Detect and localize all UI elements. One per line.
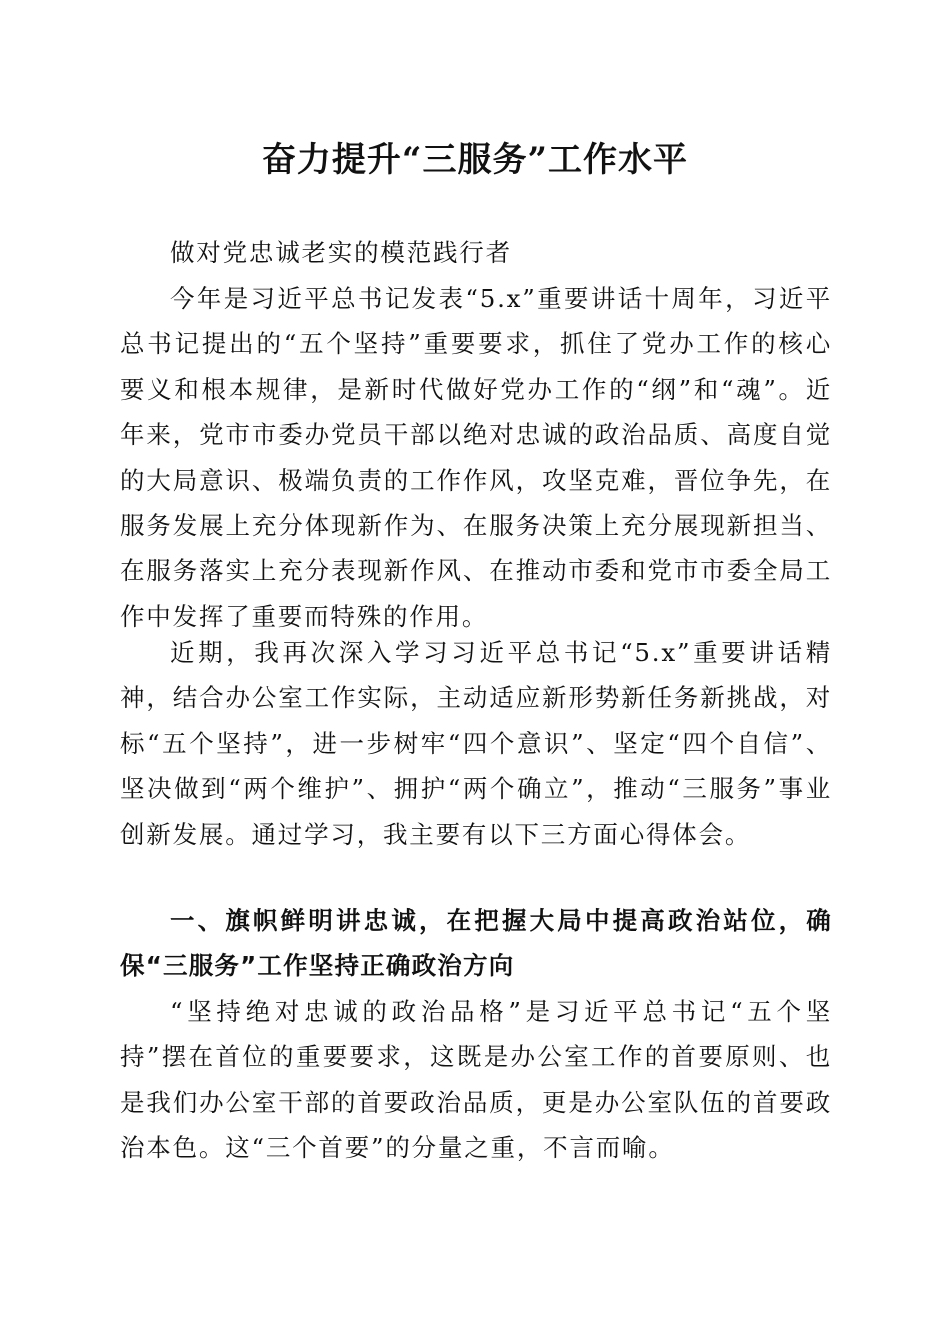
paragraph-2: 近期，我再次深入学习习近平总书记“5.x”重要讲话精神，结合办公室工作实际，主动适应新形势新任务新挑战，对标“五个坚持”，进一步树牢“四个意识”、坚定“四个自信”、坚决做到“两个维护”、拥护“两个确立”，推动“三服务”事业创新发展。通过学习，我主要有以下三方面心得体会。 xyxy=(120,638,832,849)
paragraph-1: 今年是习近平总书记发表“5.x”重要讲话十周年，习近平总书记提出的“五个坚持”重要要求，抓住了党办工作的核心要义和根本规律，是新时代做好党办工作的“纲”和“魂”。近年来，党市市委办党员干部以绝对忠诚的政治品质、高度自觉的大局意识、极端负责的工作作风，攻坚克难，晋位争先，在服务发展上充分体现新作为、在服务决策上充分展现新担当、在服务落实上充分表现新作风、在推动市委和党市市委全局工作中发挥了重要而特殊的作用。 xyxy=(120,284,832,631)
document-subtitle: 做对党忠诚老实的模范践行者 xyxy=(170,238,512,267)
section-heading-1: 一、旗帜鲜明讲忠诚，在把握大局中提高政治站位，确保“三服务”工作坚持正确政治方向 xyxy=(120,906,832,981)
document-title: 奋力提升“三服务”工作水平 xyxy=(261,140,689,180)
paragraph-3: “坚持绝对忠诚的政治品格”是习近平总书记“五个坚持”摆在首位的重要要求，这既是办公室工作的首要原则、也是我们办公室干部的首要政治品质，更是办公室队伍的首要政治本色。这“三个首要”的分量之重，不言而喻。 xyxy=(120,997,832,1163)
